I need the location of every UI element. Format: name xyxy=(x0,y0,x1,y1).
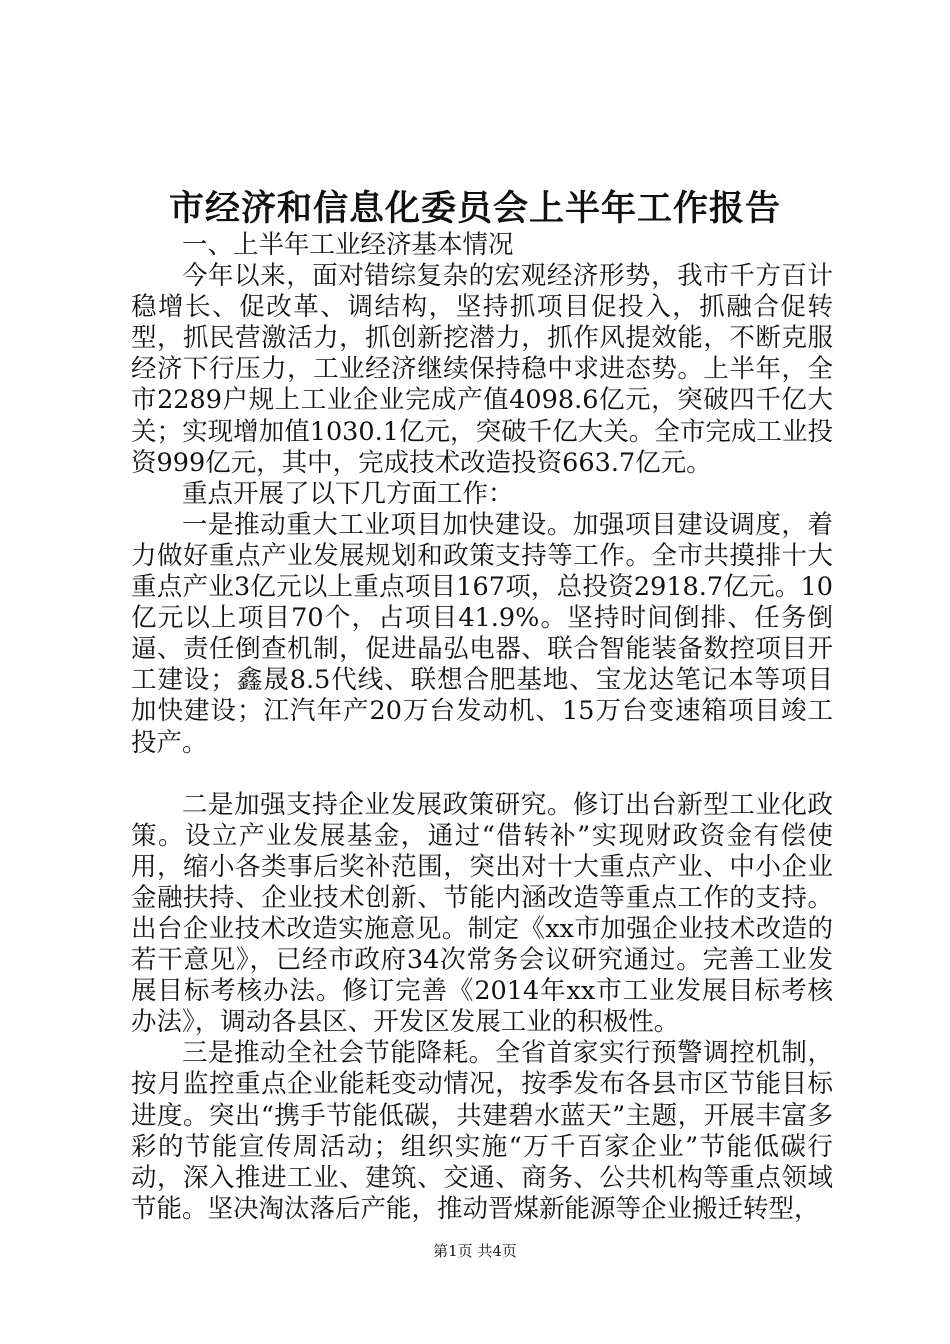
document-body xyxy=(131,230,833,1225)
paragraph-item-2: 二是加强支持企业发展政策研究。修订出台新型工业化政策。设立产业发展基金，通过“借转补”实现财政资金有偿使用，缩小各类事后奖补范围，突出对十大重点产业、中小企业金融扶持、企业技术创新、节能内涵改造等重点工作的支持。出台企业技术改造实施意见。制定《xx市加强企业技术改造的若干意见》，已经市政府34次常务会议研究通过。完善工业发展目标考核办法。修订完善《2014年xx市工业发展目标考核办法》，调动各县区、开发区发展工业的积极性。 xyxy=(131,789,833,1038)
paragraph-item-3: 三是推动全社会节能降耗。全省首家实行预警调控机制，按月监控重点企业能耗变动情况，按季发布各县市区节能目标进度。突出“携手节能低碳，共建碧水蓝天”主题，开展丰富多彩的节能宣传周活动；组织实施“万千百家企业”节能低碳行动，深入推进工业、建筑、交通、商务、公共机构等重点领域节能。坚决淘汰落后产能，推动晋煤新能源等企业搬迁转型， xyxy=(131,1038,833,1224)
document-title: 市经济和信息化委员会上半年工作报告 xyxy=(168,189,781,229)
section-heading: 一、上半年工业经济基本情况 xyxy=(182,230,514,260)
page-footer: 第1页 共4页 xyxy=(433,1242,517,1260)
paragraph-item-1: 一是推动重大工业项目加快建设。加强项目建设调度，着力做好重点产业发展规划和政策支持等工作。全市共摸排十大重点产业3亿元以上重点项目167项，总投资2918.7亿元。10亿元以上项目70个，占项目41.9%。坚持时间倒排、任务倒逼、责任倒查机制，促进晶弘电器、联合智能装备数控项目开工建设；鑫晟8.5代线、联想合肥基地、宝龙达笔记本等项目加快建设；江汽年产20万台发动机、15万台变速箱项目竣工投产。 xyxy=(131,509,833,758)
paragraph-intro: 重点开展了以下几方面工作： xyxy=(182,478,514,509)
paragraph-overview: 今年以来，面对错综复杂的宏观经济形势，我市千方百计稳增长、促改革、调结构，坚持抓项目促投入，抓融合促转型，抓民营激活力，抓创新挖潜力，抓作风提效能，不断克服经济下行压力，工业经济继续保持稳中求进态势。上半年，全市2289户规上工业企业完成产值4098.6亿元，突破四千亿大关；实现增加值1030.1亿元，突破千亿大关。全市完成工业投资999亿元，其中，完成技术改造投资663.7亿元。 xyxy=(131,261,833,478)
